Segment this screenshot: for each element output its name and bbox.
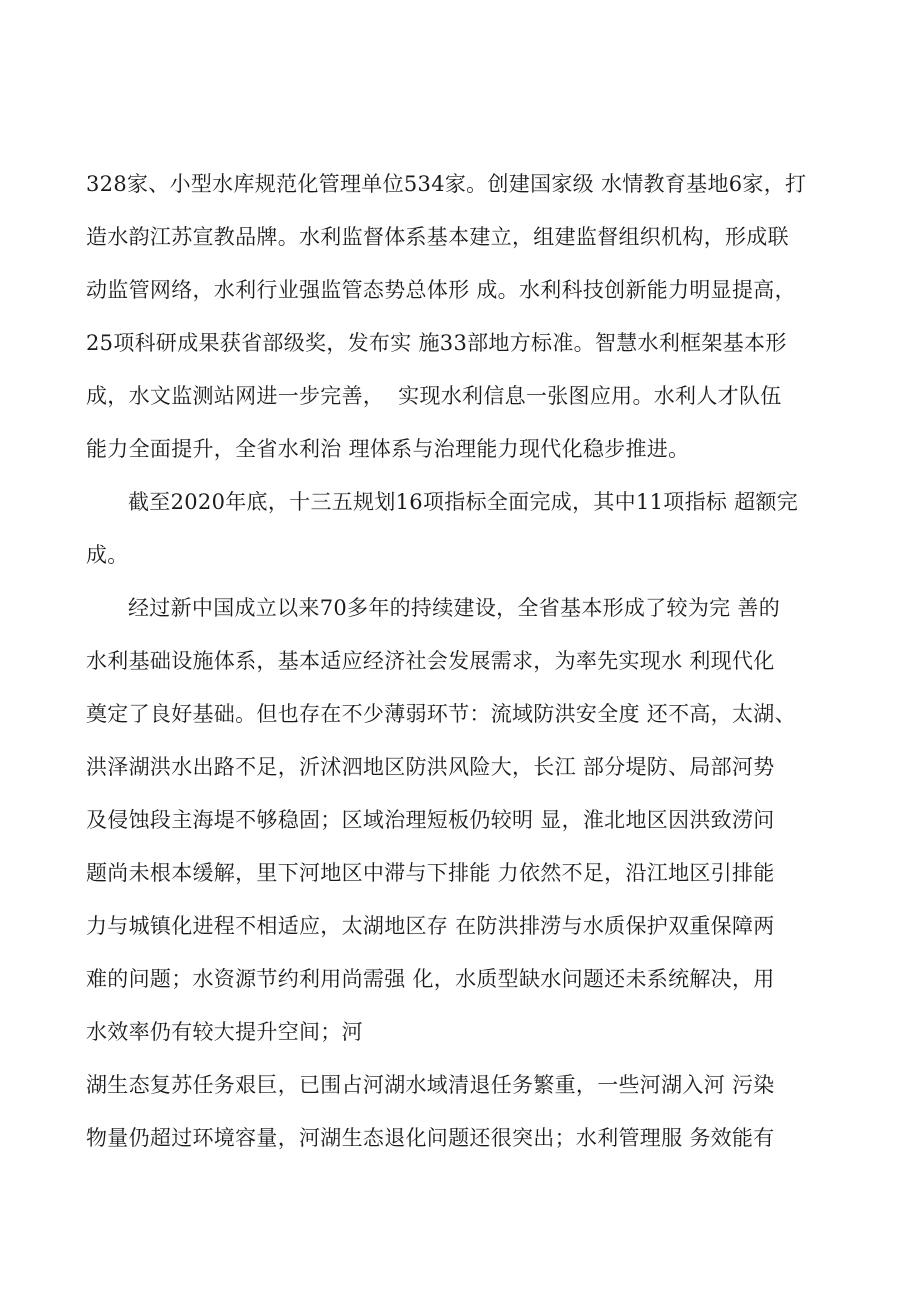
text-line: 物量仍超过环境容量，河湖生态退化问题还很突出；水利管理服 务效能有: [86, 1126, 775, 1150]
text-line: 水效率仍有较大提升空间；河: [86, 1020, 363, 1044]
paragraph-first-line: 经过新中国成立以来70多年的持续建设，全省基本形成了较为完 善的: [128, 596, 780, 620]
text-line: 力与城镇化进程不相适应，太湖地区存 在防洪排涝与水质保护双重保障两: [86, 914, 775, 938]
text-line: 328家、小型水库规范化管理单位534家。创建国家级 水情教育基地6家，打: [86, 172, 807, 196]
text-line: 25项科研成果获省部级奖，发布实 施33部地方标准。智慧水利框架基本形: [86, 331, 787, 355]
text-line: 及侵蚀段主海堤不够稳固；区域治理短板仍较明 显，淮北地区因洪致涝问: [86, 808, 775, 832]
text-line: 能力全面提升，全省水利治 理体系与治理能力现代化稳步推进。: [86, 437, 690, 461]
text-line: 湖生态复苏任务艰巨，已围占河湖水域清退任务繁重，一些河湖入河 污染: [86, 1073, 775, 1097]
text-line: 动监管网络，水利行业强监管态势总体形 成。水利科技创新能力明显提高，: [86, 278, 796, 302]
text-line: 水利基础设施体系，基本适应经济社会发展需求，为率先实现水 利现代化: [86, 649, 775, 673]
text-line: 难的问题；水资源节约利用尚需强 化，水质型缺水问题还未系统解决，用: [86, 967, 775, 991]
text-line: 洪泽湖洪水出路不足，沂沭泗地区防洪风险大，长江 部分堤防、局部河势: [86, 755, 775, 779]
text-line: 题尚未根本缓解，里下河地区中滞与下排能 力依然不足，沿江地区引排能: [86, 861, 775, 885]
paragraph-first-line: 截至2020年底，十三五规划16项指标全面完成，其中11项指标 超额完: [128, 490, 799, 514]
text-line: 成。: [86, 543, 129, 567]
text-line: 成，水文监测站网进一步完善， 实现水利信息一张图应用。水利人才队伍: [86, 384, 782, 408]
text-line: 造水韵江苏宣教品牌。水利监督体系基本建立，组建监督组织机构，形成联: [86, 225, 789, 249]
text-line: 奠定了良好基础。但也存在不少薄弱环节：流域防洪安全度 还不高，太湖、: [86, 702, 796, 726]
